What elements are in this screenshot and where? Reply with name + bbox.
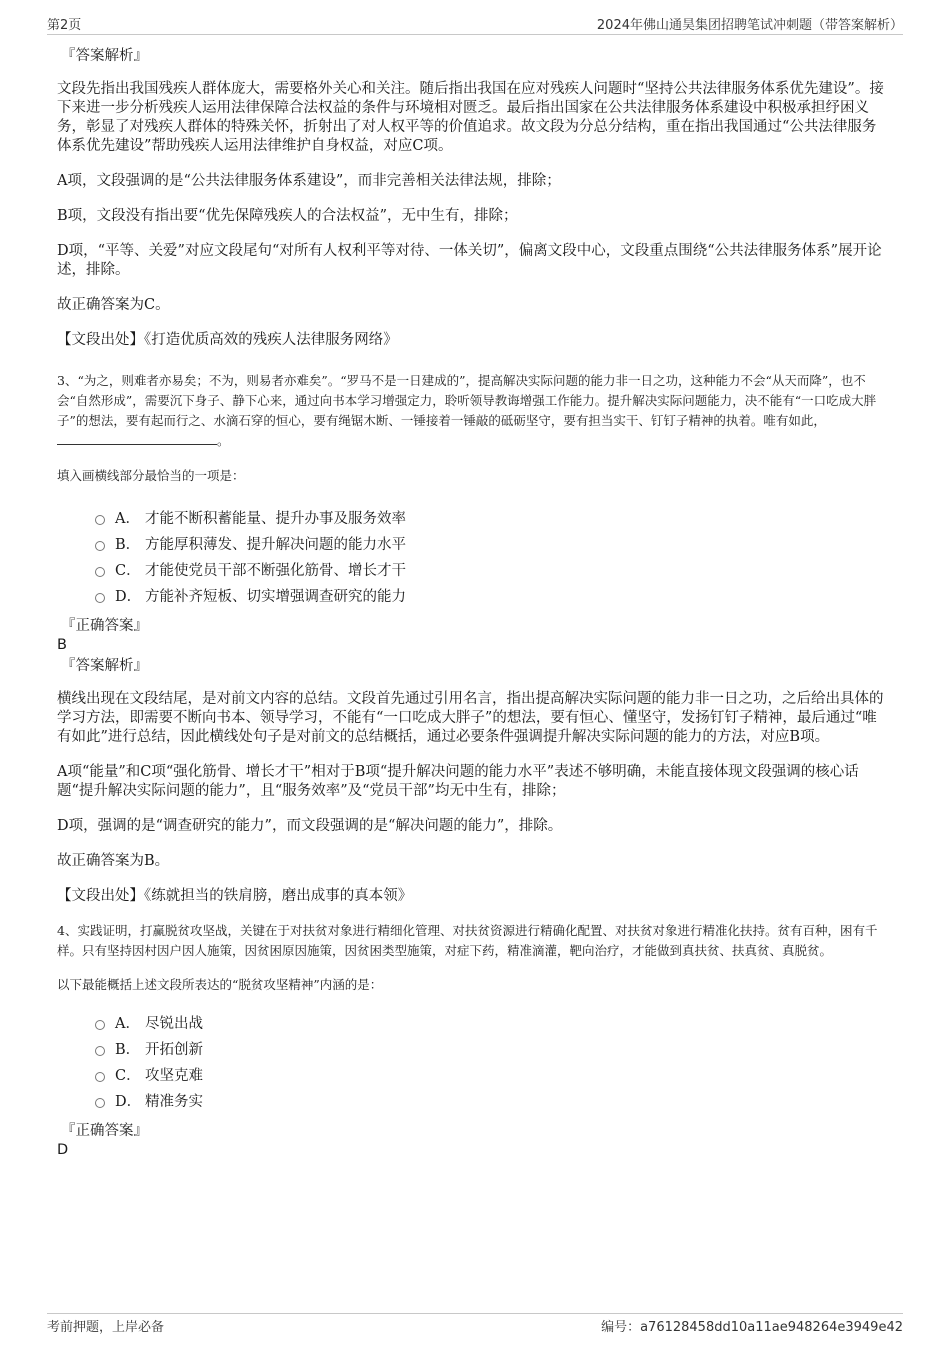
q4-option-d[interactable] xyxy=(95,1089,888,1115)
q4-prompt: 以下最能概括上述文段所表达的“脱贫攻坚精神”内涵的是： xyxy=(57,977,383,992)
q4-option-b[interactable] xyxy=(95,1037,888,1063)
q2-source: 【文段出处】《打造优质高效的残疾人法律服务网络》 xyxy=(57,332,398,348)
q2-option-b-analysis: B项，文段没有指出要“优先保障残疾人的合法权益”，无中生有，排除； xyxy=(57,208,518,224)
footer-slogan: 考前押题，上岸必备 xyxy=(47,1320,165,1335)
q3-stem xyxy=(57,371,888,451)
q2-analysis: 文段先指出我国残疾人群体庞大，需要格外关心和关注。随后指出我国在应对残疾人问题时“坚持公共法律服务体系优先建设”。接下来进一步分析残疾人运用法律保障合法权益的条件与环境相对匮乏。最后指出国家在公共法律服务体系建设中积极承担纾困义务，彰显了对残疾人群体的特殊关怀，折射出了对人权平等的价值追求。故文段为分总分结构，重在指出我国通过“公共法律服务体系优先建设”帮助残疾人运用法律维护自身权益，对应C项。 xyxy=(57,81,884,154)
q3-option-d-analysis: D项，强调的是“调查研究的能力”，而文段强调的是“解决问题的能力”，排除。 xyxy=(57,818,563,834)
option-label: A． xyxy=(115,1016,140,1032)
q3-prompt: 填入画横线部分最恰当的一项是： xyxy=(57,468,245,483)
q2-option-a-analysis: A项，文段强调的是“公共法律服务体系建设”，而非完善相关法律法规，排除； xyxy=(57,173,561,189)
option-label: A． xyxy=(115,511,140,527)
radio-button-icon[interactable] xyxy=(95,1098,105,1108)
q3-option-ac-analysis: A项“能量”和C项“强化筋骨、增长才干”相对于B项“提升解决问题的能力水平”表述不够明确，未能直接体现文段强调的核心话题“提升解决实际问题的能力”，且“服务效率”及“党员干部”均无中生有，排除； xyxy=(57,764,859,799)
q2-analysis-tag: 『答案解析』 xyxy=(61,48,148,64)
option-text: 开拓创新 xyxy=(145,1042,203,1058)
option-label: D． xyxy=(115,1094,142,1110)
radio-button-icon[interactable] xyxy=(95,541,105,551)
q2-conclusion: 故正确答案为C。 xyxy=(57,297,170,313)
option-label: C． xyxy=(115,563,141,579)
q3-analysis: 横线出现在文段结尾，是对前文内容的总结。文段首先通过引用名言，指出提高解决实际问题的能力非一日之功，之后给出具体的学习方法，即需要不断向书本、领导学习，不能有“一口吃成大胖子”的想法，要有恒心、懂坚守，发扬钉钉子精神，最后通过“唯有如此”进行总结，因此横线处句子是对前文的总结概括，通过必要条件强调提升解决实际问题的能力的方法，对应B项。 xyxy=(57,691,884,745)
option-text: 才能不断积蓄能量、提升办事及服务效率 xyxy=(145,511,406,527)
radio-button-icon[interactable] xyxy=(95,1046,105,1056)
option-text: 方能补齐短板、切实增强调查研究的能力 xyxy=(145,589,406,605)
option-text: 尽锐出战 xyxy=(145,1016,203,1032)
page-number: 第2页 xyxy=(47,18,82,33)
q3-options xyxy=(95,506,888,610)
q4-answer: D xyxy=(57,1142,69,1158)
q2-option-d-analysis: D项，“平等、关爱”对应文段尾句“对所有人权利平等对待、一体关切”，偏离文段中心，文段重点围绕“公共法律服务体系”展开论述，排除。 xyxy=(57,243,882,278)
page-footer xyxy=(47,1313,903,1336)
page-content xyxy=(57,44,888,1159)
q4-stem: 4、实践证明，打赢脱贫攻坚战，关键在于对扶贫对象进行精细化管理、对扶贫资源进行精确化配置、对扶贫对象进行精准化扶持。贫有百种，困有千样。只有坚持因村因户因人施策，因贫困原因施策，因贫困类型施策，对症下药，精准滴灌，靶向治疗，才能做到真扶贫、扶真贫、真脱贫。 xyxy=(57,923,878,958)
q3-stem-text: 3、“为之，则难者亦易矣；不为，则易者亦难矣”。“罗马不是一日建成的”，提高解决实际问题的能力非一日之功，这种能力不会“从天而降”，也不会“自然形成”，需要沉下身子、静下心来，通过向书本学习增强定力，聆听领导教诲增强工作能力。提升解决实际问题能力，决不能有“一口吃成大胖子”的想法，要有起而行之、水滴石穿的恒心，要有绳锯木断、一锤接着一锤敲的砥砺坚守，要有担当实干、钉钉子精神的执着。唯有如此， xyxy=(57,373,877,428)
document-title: 2024年佛山通昊集团招聘笔试冲刺题（带答案解析） xyxy=(596,18,903,33)
q3-analysis-tag: 『答案解析』 xyxy=(61,658,148,674)
q3-source: 【文段出处】《练就担当的铁肩膀，磨出成事的真本领》 xyxy=(57,888,413,904)
q3-option-c[interactable] xyxy=(95,558,888,584)
q4-option-c[interactable] xyxy=(95,1063,888,1089)
q3-blank xyxy=(57,431,217,445)
q3-stem-end: 。 xyxy=(217,433,230,448)
radio-button-icon[interactable] xyxy=(95,1020,105,1030)
option-label: B． xyxy=(115,537,141,553)
option-text: 才能使党员干部不断强化筋骨、增长才干 xyxy=(145,563,406,579)
option-label: D． xyxy=(115,589,142,605)
q4-answer-tag: 『正确答案』 xyxy=(61,1123,148,1139)
radio-button-icon[interactable] xyxy=(95,515,105,525)
option-label: B． xyxy=(115,1042,141,1058)
page-header xyxy=(47,14,903,35)
option-label: C． xyxy=(115,1068,141,1084)
q3-answer-tag: 『正确答案』 xyxy=(61,618,148,634)
radio-button-icon[interactable] xyxy=(95,567,105,577)
radio-button-icon[interactable] xyxy=(95,1072,105,1082)
q3-option-b[interactable] xyxy=(95,532,888,558)
radio-button-icon[interactable] xyxy=(95,593,105,603)
q3-answer: B xyxy=(57,637,67,653)
document-id: 编号：a76128458dd10a11ae948264e3949e42 xyxy=(601,1320,903,1335)
option-text: 精准务实 xyxy=(145,1094,203,1110)
q3-option-d[interactable] xyxy=(95,584,888,610)
option-text: 方能厚积薄发、提升解决问题的能力水平 xyxy=(145,537,406,553)
q3-option-a[interactable] xyxy=(95,506,888,532)
q4-option-a[interactable] xyxy=(95,1011,888,1037)
q3-conclusion: 故正确答案为B。 xyxy=(57,853,170,869)
option-text: 攻坚克难 xyxy=(145,1068,203,1084)
q4-options xyxy=(95,1011,888,1115)
